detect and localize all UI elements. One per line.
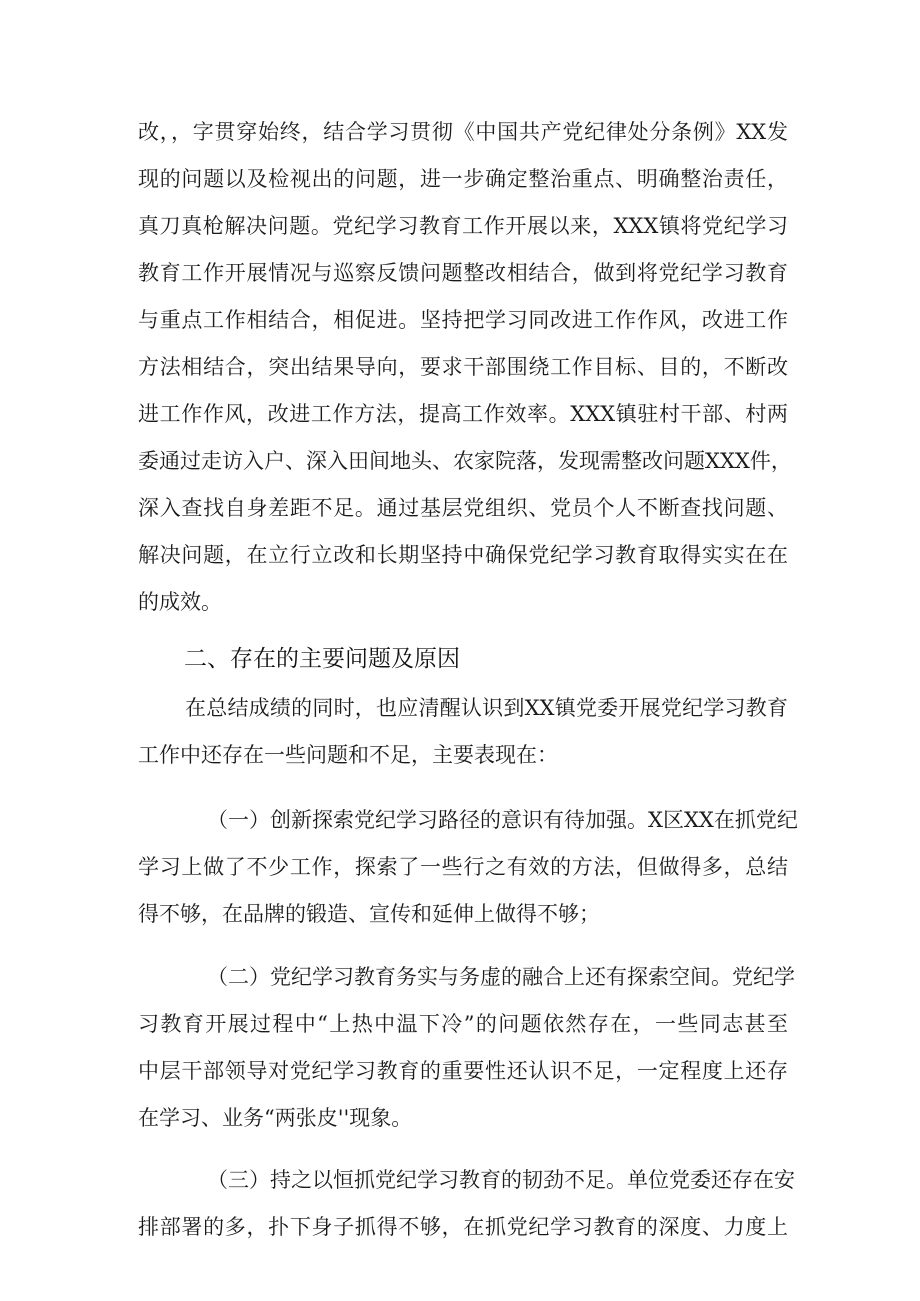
text-line: 解决问题，在立行立改和长期坚持中确保党纪学习教育取得实实在在: [138, 543, 788, 567]
text-line: 改，，字贯穿始终，结合学习贯彻《中国共产党纪律处分条例》XX发: [138, 120, 788, 144]
text-line: 方法相结合，突出结果导向，要求干部围绕工作目标、目的，不断改: [138, 355, 788, 379]
text-line: 工作中还存在一些问题和不足，主要表现在：: [138, 743, 558, 767]
text-line: 进工作作风，改进工作方法，提高工作效率。XXX镇驻村干部、村两: [138, 402, 788, 426]
text-line: 现的问题以及检视出的问题，进一步确定整治重点、明确整治责任，: [138, 167, 788, 191]
text-line: 在学习、业务“两张皮''现象。: [138, 1106, 413, 1130]
text-line: （二）党纪学习教育务实与务虚的融合上还有探索空间。党纪学: [207, 965, 795, 989]
text-line: （三）持之以恒抓党纪学习教育的韧劲不足。单位党委还存在安: [207, 1168, 795, 1192]
text-line: 与重点工作相结合，相促进。坚持把学习同改进工作作风，改进工作: [138, 308, 788, 332]
text-line: 真刀真枪解决问题。党纪学习教育工作开展以来，XXX镇将党纪学习: [138, 214, 788, 238]
text-line: 教育工作开展情况与巡察反馈问题整改相结合，做到将党纪学习教育: [138, 261, 788, 285]
text-line: 在总结成绩的同时，也应清醒认识到XX镇党委开展党纪学习教育: [185, 696, 788, 720]
text-line: （一）创新探索党纪学习路径的意识有待加强。X区XX在抓党纪: [207, 808, 798, 832]
section-heading: 二、存在的主要问题及原因: [184, 646, 460, 672]
text-line: 委通过走访入户、深入田间地头、农家院落，发现需整改问题XXX件，: [138, 449, 792, 473]
text-line: 习教育开展过程中“上热中温下冷”的问题依然存在，一些同志甚至: [138, 1012, 788, 1036]
text-line: 的成效。: [138, 590, 222, 614]
text-line: 中层干部领导对党纪学习教育的重要性还认识不足，一定程度上还存: [138, 1059, 788, 1083]
text-line: 得不够，在品牌的锻造、宣传和延伸上做得不够；: [138, 902, 600, 926]
text-line: 学习上做了不少工作，探索了一些行之有效的方法，但做得多，总结: [138, 855, 788, 879]
text-line: 排部署的多，扑下身子抓得不够，在抓党纪学习教育的深度、力度上: [138, 1215, 788, 1239]
text-line: 深入查找自身差距不足。通过基层党组织、党员个人不断查找问题、: [138, 496, 788, 520]
